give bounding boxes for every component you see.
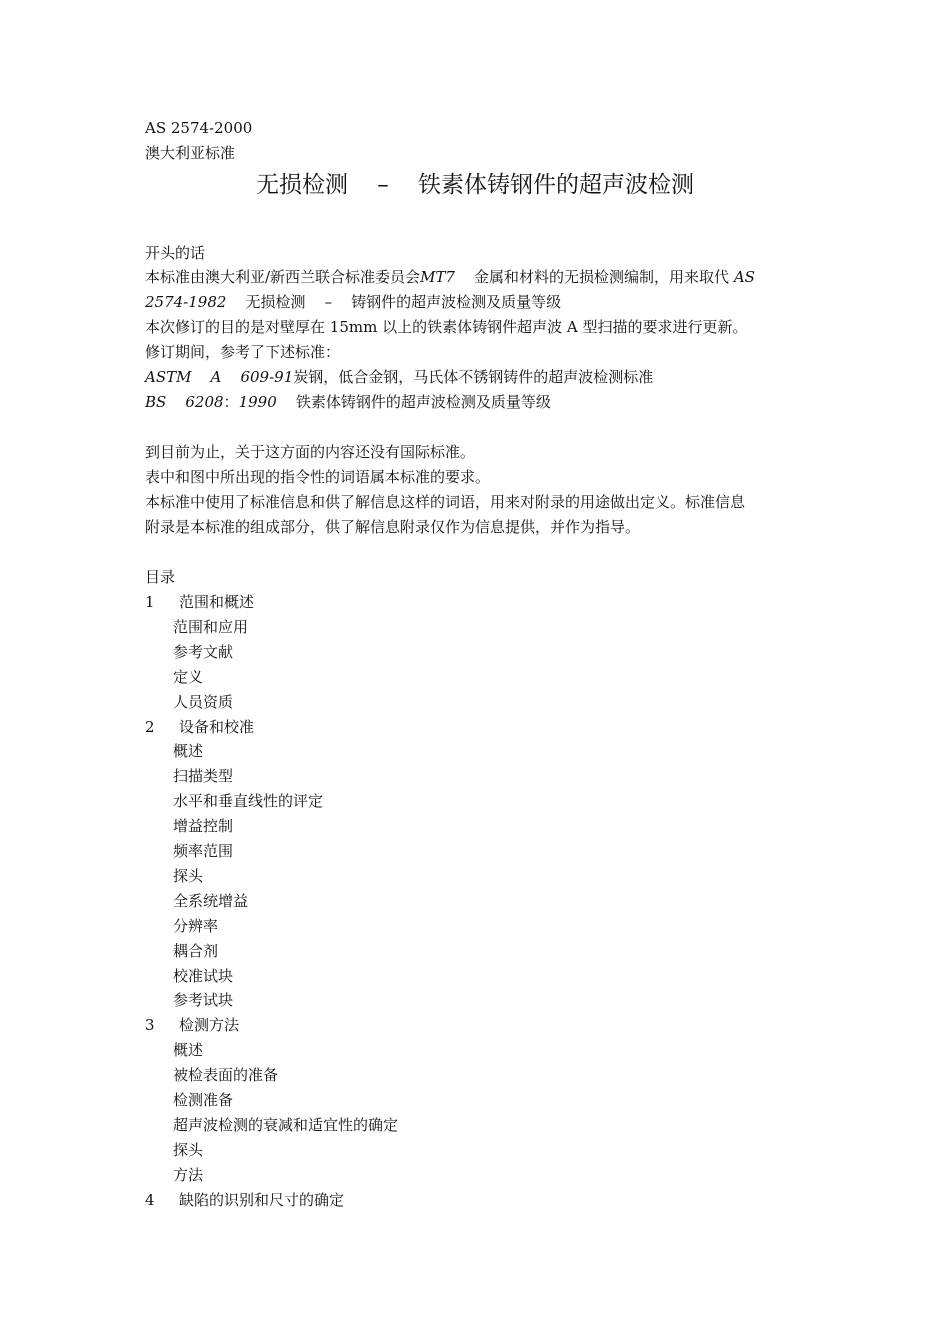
- toc-subsection-item: 概述: [173, 742, 204, 760]
- reference-title: 炭钢，低合金钢，马氏体不锈钢铸件的超声波检测标准: [293, 368, 654, 386]
- preface-text: 本标准由澳大利亚/新西兰联合标准委员会: [145, 268, 421, 286]
- preface-paragraph-7: 附录是本标准的组成部分，供了解信息附录仅作为信息提供，并作为指导。: [145, 518, 641, 536]
- superseded-standard-code: AS: [733, 268, 755, 286]
- toc-subsection-item: 分辨率: [173, 917, 219, 935]
- toc-subsection-item: 耦合剂: [173, 942, 219, 960]
- toc-section-number: 3: [145, 1016, 155, 1034]
- toc-subsection-item: 被检表面的准备: [173, 1066, 279, 1084]
- toc-subsection-item: 超声波检测的衰减和适宜性的确定: [173, 1116, 399, 1134]
- toc-section-title: 缺陷的识别和尺寸的确定: [179, 1191, 345, 1209]
- preface-paragraph-3: 修订期间，参考了下述标准：: [145, 343, 341, 361]
- preface-paragraph-4: 到目前为止，关于这方面的内容还没有国际标准。: [145, 443, 476, 461]
- toc-section-number: 4: [145, 1191, 155, 1209]
- toc-subsection-item: 全系统增益: [173, 892, 249, 910]
- document-title: 无损检测 – 铁素体铸钢件的超声波检测: [256, 172, 694, 198]
- preface-paragraph-1: [145, 267, 755, 287]
- preface-text: 金属和材料的无损检测编制，用来取代: [454, 268, 730, 286]
- preface-paragraph-1-cont: [145, 292, 561, 312]
- toc-subsection-item: 校准试块: [173, 967, 234, 985]
- preface-paragraph-5: 表中和图中所出现的指令性的词语属本标准的要求。: [145, 468, 491, 486]
- standard-country-label: 澳大利亚标准: [145, 144, 236, 162]
- toc-subsection-item: 探头: [173, 1141, 204, 1159]
- committee-code: MT7: [420, 268, 455, 286]
- toc-section-title: 设备和校准: [179, 718, 255, 736]
- toc-subsection-item: 水平和垂直线性的评定: [173, 792, 324, 810]
- toc-subsection-item: 方法: [173, 1166, 204, 1184]
- toc-subsection-item: 定义: [173, 668, 204, 686]
- superseded-standard-year: 2574-1982: [145, 293, 227, 311]
- toc-section-title: 范围和概述: [179, 593, 255, 611]
- standard-code: AS 2574-2000: [145, 119, 253, 137]
- toc-subsection-item: 概述: [173, 1041, 204, 1059]
- toc-section-number: 2: [145, 718, 155, 736]
- reference-code: ASTM A 609-91: [145, 368, 294, 386]
- reference-separator: ：: [223, 393, 239, 411]
- toc-subsection-item: 参考文献: [173, 643, 234, 661]
- toc-subsection-item: 探头: [173, 867, 204, 885]
- toc-subsection-item: 扫描类型: [173, 767, 234, 785]
- reference-title: 铁素体铸钢件的超声波检测及质量等级: [276, 393, 551, 411]
- toc-section-title: 检测方法: [179, 1016, 240, 1034]
- toc-subsection-item: 参考试块: [173, 991, 234, 1009]
- superseded-standard-title: 无损检测 – 铸钢件的超声波检测及质量等级: [226, 293, 562, 311]
- toc-section-number: 1: [145, 593, 155, 611]
- toc-subsection-item: 增益控制: [173, 817, 234, 835]
- preface-paragraph-2: 本次修订的目的是对壁厚在 15mm 以上的铁素体铸钢件超声波 A 型扫描的要求进行更新。: [145, 318, 748, 336]
- preface-paragraph-6: 本标准中使用了标准信息和供了解信息这样的词语，用来对附录的用途做出定义。标准信息: [145, 493, 746, 511]
- toc-subsection-item: 检测准备: [173, 1091, 234, 1109]
- reference-standard-2: [145, 392, 551, 412]
- toc-heading: 目录: [145, 568, 176, 586]
- toc-subsection-item: 频率范围: [173, 842, 234, 860]
- reference-standard-1: [145, 367, 653, 387]
- preface-heading: 开头的话: [145, 244, 206, 262]
- toc-subsection-item: 人员资质: [173, 693, 234, 711]
- reference-year: 1990: [238, 393, 277, 411]
- reference-code: BS 6208: [145, 393, 224, 411]
- toc-subsection-item: 范围和应用: [173, 618, 249, 636]
